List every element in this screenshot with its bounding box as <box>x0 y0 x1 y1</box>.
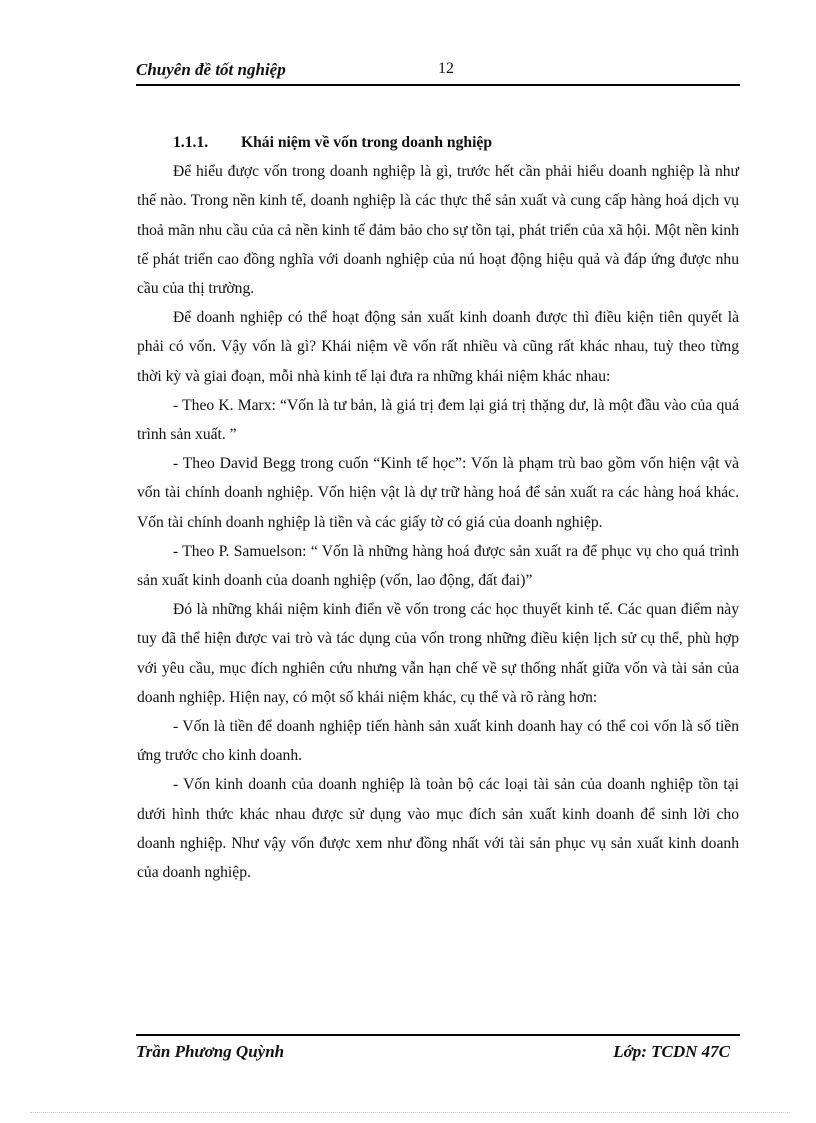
page-number: 12 <box>438 60 454 77</box>
paragraph: - Theo David Begg trong cuốn “Kinh tế học”: Vốn là phạm trù bao gồm vốn hiện vật và vốn tài chính doanh nghiệp. Vốn hiện vật là dự trữ hàng hoá để sản xuất ra các hàng hoá khác. Vốn tài chính doanh nghiệp là tiền và các giấy tờ có giá của doanh nghiệp. <box>137 455 739 531</box>
paragraph: - Theo K. Marx: “Vốn là tư bản, là giá trị đem lại giá trị thặng dư, là một đầu vào của quá trình sản xuất. ” <box>137 396 739 444</box>
page-edge-divider <box>30 1112 790 1113</box>
paragraph: Để doanh nghiệp có thể hoạt động sản xuất kinh doanh được thì điều kiện tiên quyết là phải có vốn. Vậy vốn là gì? Khái niệm về vốn rất nhiều và cũng rất khác nhau, tuỳ theo từng thời kỳ và giai đoạn, mỗi nhà kinh tế lại đưa ra những khái niệm khác nhau: <box>137 309 739 385</box>
document-title: Chuyên đề tốt nghiệp <box>136 60 286 79</box>
paragraph: Đó là những khái niệm kinh điển về vốn trong các học thuyết kinh tế. Các quan điểm này tuy đã thể hiện được vai trò và tác dụng của vốn trong những điều kiện lịch sử cụ thể, phù hợp với yêu cầu, mục đích nghiên cứu nhưng vẫn hạn chế về sự thống nhất giữa vốn và tài sản của doanh nghiệp. Hiện nay, có một số khái niệm khác, cụ thể và rõ ràng hơn: <box>137 601 739 706</box>
paragraph: - Vốn là tiền để doanh nghiệp tiến hành sản xuất kinh doanh hay có thể coi vốn là số tiền ứng trước cho kinh doanh. <box>137 718 739 765</box>
author-name: Trần Phương Quỳnh <box>136 1042 285 1061</box>
body-content <box>137 128 739 887</box>
paragraph: Để hiểu được vốn trong doanh nghiệp là gì, trước hết cần phải hiểu doanh nghiệp là như thế nào. Trong nền kinh tế, doanh nghiệp là các thực thể sản xuất và cung cấp hàng hoá dịch vụ thoả mãn nhu cầu của cả nền kinh tế đảm bảo cho sự tồn tại, phát triển của xã hội. Một nền kinh tế phát triển cao đồng nghĩa với doanh nghiệp của nú hoạt động hiệu quả và đáp ứng được nhu cầu của thị trường. <box>137 163 739 298</box>
class-label: Lớp: TCDN 47C <box>613 1042 730 1061</box>
paragraph: - Vốn kinh doanh của doanh nghiệp là toàn bộ các loại tài sản của doanh nghiệp tồn tại dưới hình thức khác nhau được sử dụng vào mục đích sản xuất kinh doanh để sinh lời cho doanh nghiệp. Như vậy vốn được xem như đồng nhất với tài sản phục vụ sản xuất kinh doanh của doanh nghiệp. <box>137 776 739 882</box>
page-footer <box>136 1034 740 1068</box>
section-title: Khái niệm về vốn trong doanh nghiệp <box>241 134 492 151</box>
section-number: 1.1.1. <box>173 134 209 151</box>
paragraph: - Theo P. Samuelson: “ Vốn là những hàng hoá được sản xuất ra để phục vụ cho quá trình sản xuất kinh doanh của doanh nghiệp (vốn, lao động, đất đai)” <box>137 542 739 590</box>
section-heading <box>137 128 739 157</box>
page-header <box>136 58 740 86</box>
